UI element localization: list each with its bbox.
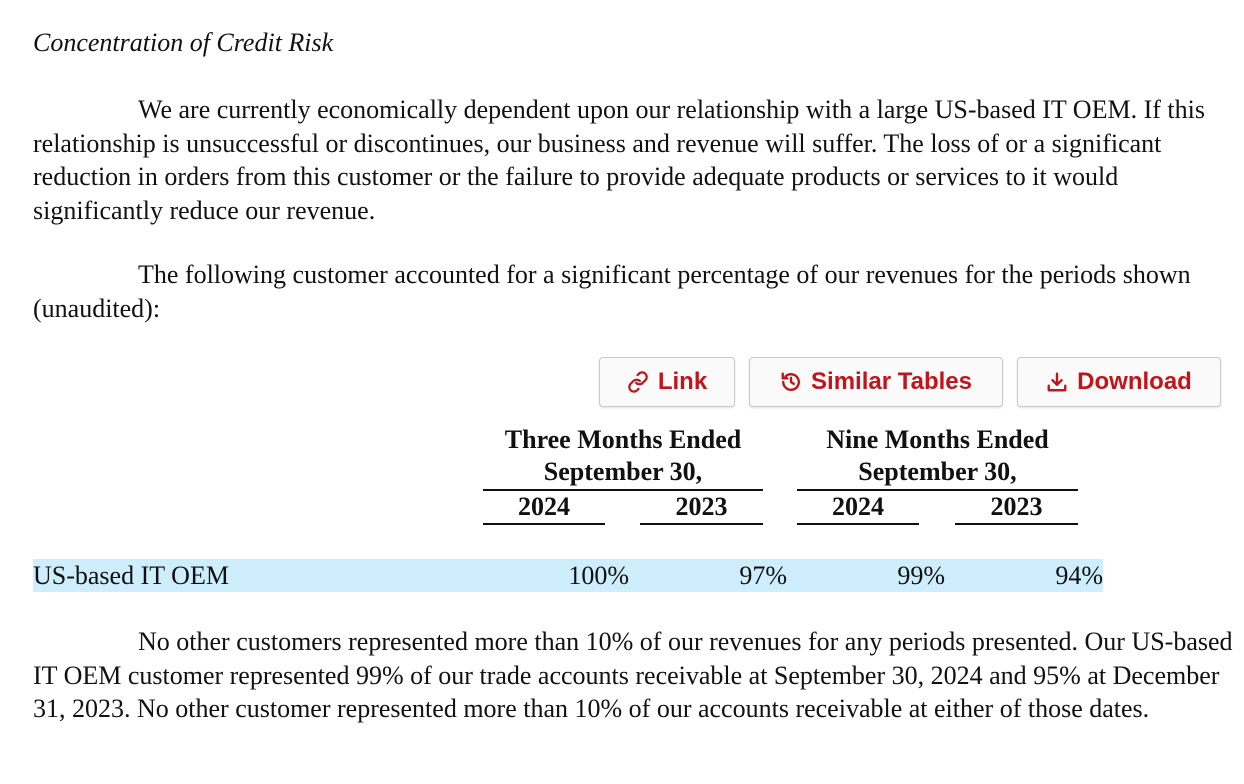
section-heading: Concentration of Credit Risk [33,28,334,57]
year-header: 2023 [990,492,1043,521]
year-rule [797,523,919,525]
paragraph-intro [33,258,1233,325]
column-group-nine-months [797,424,1078,488]
column-group-three-months-line2: September 30, [543,457,703,486]
year-rule [640,523,763,525]
year-header: 2024 [518,492,570,521]
table-cell: 99% [897,561,945,590]
table-cell: 94% [1055,561,1103,590]
column-group-three-months-line1: Three Months Ended [504,425,742,454]
year-header: 2024 [832,492,884,521]
link-button[interactable] [599,357,735,407]
similar-tables-button[interactable] [749,357,1003,407]
table-cell: 97% [739,561,787,590]
history-icon [780,371,802,393]
download-button[interactable] [1017,357,1221,407]
link-button-label: Link [657,368,708,395]
row-label: US-based IT OEM [33,561,229,590]
column-group-three-months [483,424,763,488]
download-icon [1046,371,1068,393]
paragraph-intro-text: The following customer accounted for a significant percentage of our revenues for the periods shown (unaudited): [33,260,1191,323]
column-group-nine-months-line2: September 30, [858,457,1017,486]
table-cell: 100% [568,561,629,590]
paragraph-dependency [33,93,1233,227]
link-icon [627,371,649,393]
paragraph-receivables [33,625,1233,726]
paragraph-dependency-text: We are currently economically dependent upon our relationship with a large US-based IT OEM. If this relationship is unsuccessful or discontinues, our business and revenue will suffer. The loss of or a significant reduction in orders from this customer or the failure to provide adequate products or services to it would significantly reduce our revenue. [33,95,1205,225]
year-header: 2023 [675,492,728,521]
column-group-nine-months-line1: Nine Months Ended [826,425,1049,454]
similar-tables-label: Similar Tables [811,368,972,395]
download-button-label: Download [1077,368,1192,395]
year-rule [955,523,1078,525]
paragraph-receivables-text: No other customers represented more than 10% of our revenues for any periods presented. Our US-based IT OEM customer represented 99% of our trade accounts receivable at September 30, 2024 and 95% at December 31, 2023. No other customer represented more than 10% of our accounts receivable at either of those dates. [33,627,1233,723]
year-rule [483,523,605,525]
